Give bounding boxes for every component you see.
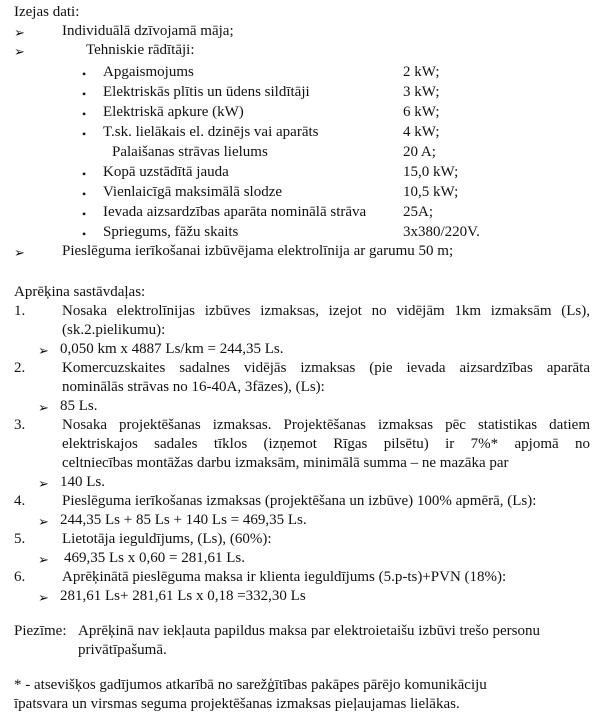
arrow-bullet-icon: ➢ xyxy=(38,400,49,415)
step-result: 140 Ls. xyxy=(60,474,105,490)
note-label: Piezīme: xyxy=(14,623,67,639)
step-number: 3. xyxy=(14,417,26,433)
param-label: Kopā uzstādītā jauda xyxy=(103,164,229,180)
arrow-bullet-icon: ➢ xyxy=(38,343,49,358)
param-label: Spriegums, fāžu skaits xyxy=(103,224,239,240)
bullet-icon: • xyxy=(82,127,87,141)
param-value: 6 kW; xyxy=(403,104,440,120)
step-result: 0,050 km x 4887 Ls/km = 244,35 Ls. xyxy=(60,341,284,357)
step-text: Nosaka projektēšanas izmaksas. Projektēšanas izmaksas pēc statistikas datiem xyxy=(62,417,590,433)
step-text: nominālās strāvas no 16-40A, 3fāzes), (Ls): xyxy=(62,379,325,395)
step-result: 281,61 Ls+ 281,61 Ls x 0,18 =332,30 Ls xyxy=(60,588,306,604)
bullet-icon: • xyxy=(82,67,87,81)
bullet-icon: • xyxy=(82,87,87,101)
input-data-heading: Izejas dati: xyxy=(14,4,80,20)
param-value: 3x380/220V. xyxy=(403,224,480,240)
param-value: 2 kW; xyxy=(403,64,440,80)
step-text: celtniecības montāžas darbu izmaksām, minimālā summa – ne mazāka par xyxy=(62,455,509,471)
footnote-text: īpatsvara un virsmas seguma projektēšanas izmaksas pieļaujamas lielākas. xyxy=(14,696,460,712)
step-text: Lietotāja ieguldījums, (Ls), (60%): xyxy=(62,531,272,547)
note-text: privātīpašumā. xyxy=(78,642,167,658)
step-text: Aprēķinātā pieslēguma maksa ir klienta ieguldījums (5.p-ts)+PVN (18%): xyxy=(62,569,507,585)
step-text: elektriskajos sadales tīklos (izņemot Rīgas pilsētu) ir 7%* apjomā no xyxy=(62,436,590,452)
step-number: 5. xyxy=(14,531,26,547)
arrow-bullet-icon: ➢ xyxy=(38,476,49,491)
param-value: 10,5 kW; xyxy=(403,184,459,200)
arrow-bullet-icon: ➢ xyxy=(14,25,25,40)
param-label: Vienlaicīgā maksimālā slodze xyxy=(103,184,283,200)
param-value: 3 kW; xyxy=(403,84,440,100)
technical-params-heading: Tehniskie rādītāji: xyxy=(86,42,195,58)
arrow-bullet-icon: ➢ xyxy=(38,590,49,605)
step-text: Nosaka elektrolīnijas izbūves izmaksas, izejot no vidējām 1km izmaksām (Ls), xyxy=(62,303,590,319)
param-label: Apgaismojums xyxy=(103,64,194,80)
bullet-icon: • xyxy=(82,227,87,241)
param-label: Ievada aizsardzības aparāta nominālā strāva xyxy=(103,204,367,220)
step-result: 469,35 Ls x 0,60 = 281,61 Ls. xyxy=(64,550,245,566)
step-text: Komercuzskaites sadalnes vidējās izmaksas (pie ievada aizsardzības aparāta xyxy=(62,360,590,376)
param-label: Elektriskā apkure (kW) xyxy=(103,104,244,120)
param-value: 4 kW; xyxy=(403,124,440,140)
param-label: Elektriskās plītis un ūdens sildītāji xyxy=(103,84,310,100)
param-value: 15,0 kW; xyxy=(403,164,459,180)
param-label: T.sk. lielākais el. dzinējs vai aparāts xyxy=(103,124,319,140)
step-number: 4. xyxy=(14,493,26,509)
bullet-icon: • xyxy=(82,207,87,221)
step-text: (sk.2.pielikumu): xyxy=(62,322,166,338)
arrow-bullet-icon: ➢ xyxy=(38,514,49,529)
bullet-icon: • xyxy=(82,187,87,201)
step-result: 85 Ls. xyxy=(60,398,98,414)
note-text: Aprēķinā nav iekļauta papildus maksa par elektroietaišu izbūvi trešo personu xyxy=(78,623,540,639)
footnote-text: * - atsevišķos gadījumos atkarībā no sarežģītības pakāpes pārējo komunikāciju xyxy=(14,677,487,693)
step-number: 6. xyxy=(14,569,26,585)
line-length-item: Pieslēguma ierīkošanai izbūvējama elektrolīnija ar garumu 50 m; xyxy=(62,243,454,259)
arrow-bullet-icon: ➢ xyxy=(14,44,25,59)
step-number: 2. xyxy=(14,360,26,376)
arrow-bullet-icon: ➢ xyxy=(14,245,25,260)
step-text: Pieslēguma ierīkošanas izmaksas (projektēšana un izbūve) 100% apmērā, (Ls): xyxy=(62,493,537,509)
calculation-heading: Aprēķina sastāvdaļas: xyxy=(14,284,146,300)
step-number: 1. xyxy=(14,303,26,319)
param-label-sub: Palaišanas strāvas lielums xyxy=(112,144,268,160)
house-type: Individuālā dzīvojamā māja; xyxy=(62,23,234,39)
param-value: 25A; xyxy=(403,204,433,220)
step-result: 244,35 Ls + 85 Ls + 140 Ls = 469,35 Ls. xyxy=(60,512,307,528)
arrow-bullet-icon: ➢ xyxy=(38,552,49,567)
param-value: 20 A; xyxy=(403,144,436,160)
bullet-icon: • xyxy=(82,167,87,181)
bullet-icon: • xyxy=(82,107,87,121)
